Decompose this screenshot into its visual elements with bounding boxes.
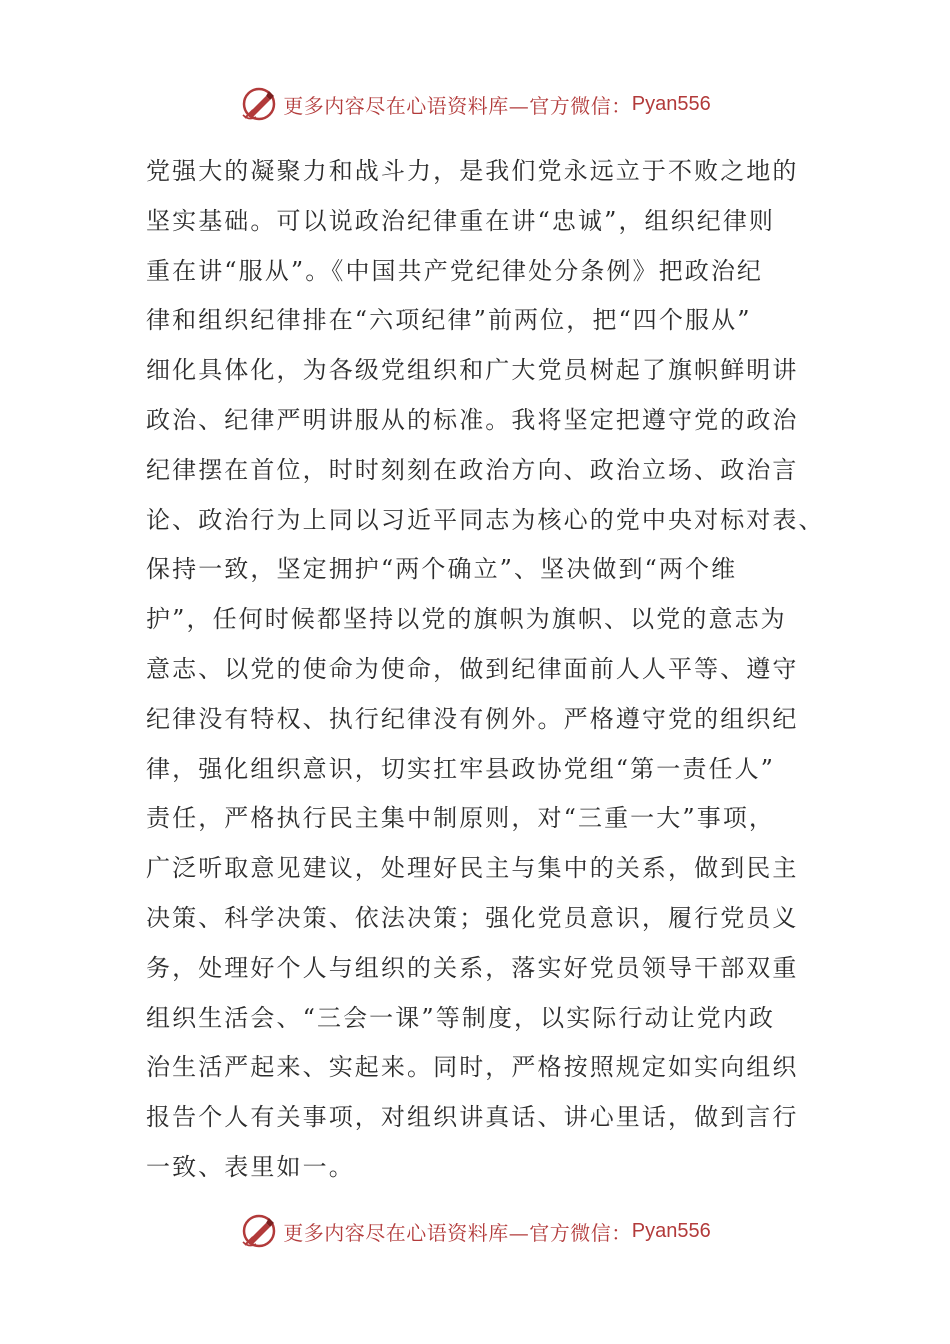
body-line: 重在讲“服从”。《中国共产党纪律处分条例》把政治纪 [146, 256, 764, 285]
body-line: 报告个人有关事项，对组织讲真话、讲心里话，做到言行 [146, 1103, 799, 1132]
body-line: 坚实基础。可以说政治纪律重在讲“忠诚”，组织纪律则 [146, 206, 776, 235]
document-body [146, 147, 826, 1193]
wechat-id: Pyan556 [631, 92, 711, 115]
pen-logo-icon [239, 84, 279, 124]
body-line: 护”，任何时候都坚持以党的旗帜为旗帜、以党的意志为 [146, 605, 787, 634]
watermark-text: 更多内容尽在心语资料库—官方微信： [283, 93, 632, 118]
body-line: 细化具体化，为各级党组织和广大党员树起了旗帜鲜明讲 [146, 356, 799, 385]
wechat-id: Pyan556 [631, 1219, 711, 1242]
body-line: 组织生活会、“三会一课”等制度，以实际行动让党内政 [146, 1003, 776, 1032]
body-line: 治生活严起来、实起来。同时，严格按照规定如实向组织 [146, 1053, 799, 1082]
body-line: 一致、表里如一。 [146, 1152, 355, 1181]
body-line: 论、政治行为上同以习近平同志为核心的党中央对标对表、 [146, 505, 825, 534]
watermark-text: 更多内容尽在心语资料库—官方微信： [283, 1220, 632, 1245]
header-watermark [0, 84, 950, 124]
body-line: 党强大的凝聚力和战斗力，是我们党永远立于不败之地的 [146, 157, 799, 185]
body-line: 保持一致，坚定拥护“两个确立”、坚决做到“两个维 [146, 555, 738, 584]
body-line: 广泛听取意见建议，处理好民主与集中的关系，做到民主 [146, 854, 799, 883]
body-line: 意志、以党的使命为使命，做到纪律面前人人平等、遵守 [146, 654, 799, 683]
body-line: 纪律摆在首位，时时刻刻在政治方向、政治立场、政治言 [146, 455, 799, 484]
body-line: 律和组织纪律排在“六项纪律”前两位，把“四个服从” [146, 306, 752, 335]
body-line: 务，处理好个人与组织的关系，落实好党员领导干部双重 [146, 953, 799, 982]
body-line: 决策、科学决策、依法决策；强化党员意识，履行党员义 [146, 903, 799, 932]
body-line: 律，强化组织意识，切实扛牢县政协党组“第一责任人” [146, 754, 776, 783]
footer-watermark [0, 1211, 950, 1251]
body-line: 纪律没有特权、执行纪律没有例外。严格遵守党的组织纪 [146, 704, 799, 733]
pen-logo-icon [239, 1211, 279, 1251]
body-line: 政治、纪律严明讲服从的标准。我将坚定把遵守党的政治 [146, 405, 799, 434]
body-line: 责任，严格执行民主集中制原则，对“三重一大”事项， [146, 804, 776, 833]
